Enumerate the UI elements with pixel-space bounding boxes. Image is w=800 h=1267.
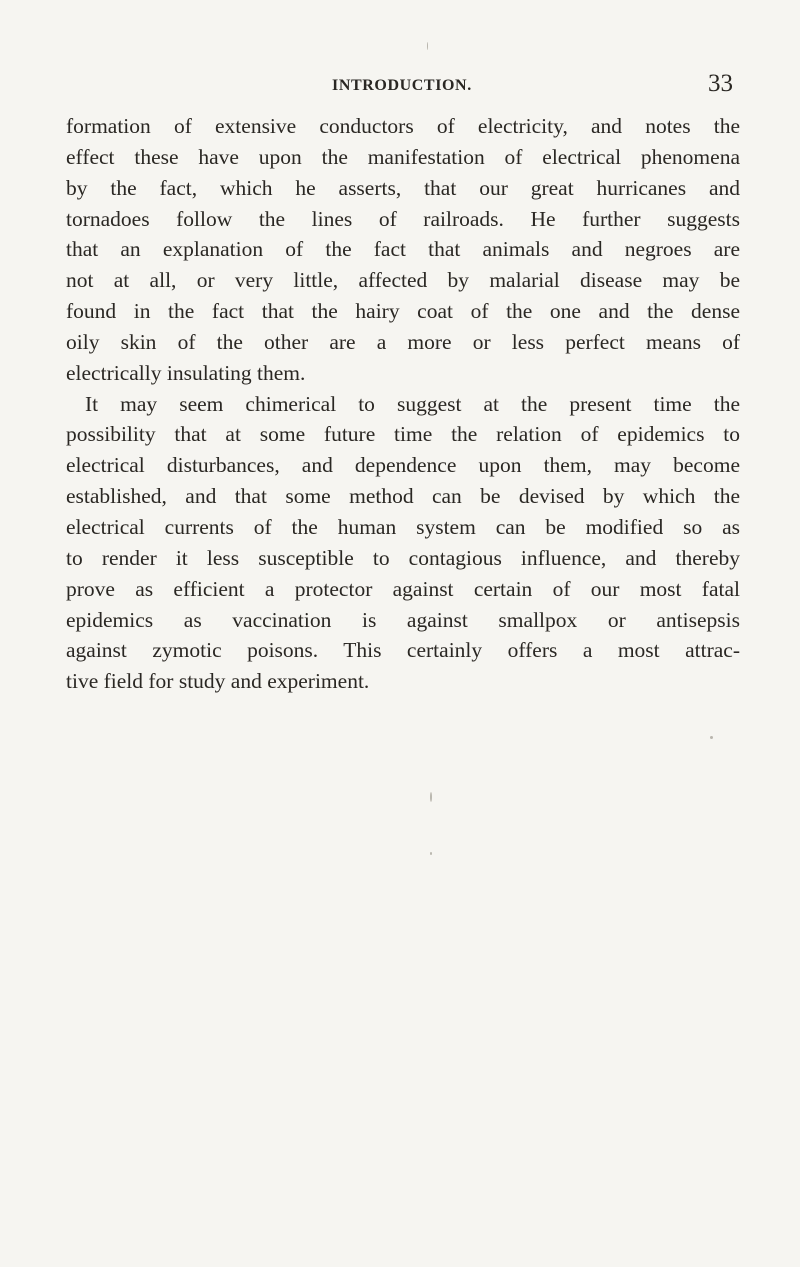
speck — [430, 852, 432, 855]
text-line: possibility that at some future time the relation of epidemics to — [66, 422, 740, 447]
speck — [427, 42, 428, 50]
text-line: tornadoes follow the lines of railroads. He further suggests — [66, 206, 740, 231]
text-line: established, and that some method can be devised by which the — [66, 484, 740, 509]
text-line: that an explanation of the fact that animals and negroes are — [66, 237, 740, 262]
page-number: 33 — [708, 70, 733, 97]
text-line: tive field for study and experiment. — [66, 669, 370, 694]
text-line: prove as efficient a protector against certain of our most fatal — [66, 576, 740, 601]
text-line: effect these have upon the manifestation of electrical phenomena — [66, 144, 740, 169]
body-text — [66, 111, 740, 697]
speck — [430, 792, 432, 802]
text-line: to render it less susceptible to contagious influence, and thereby — [66, 545, 740, 570]
speck — [710, 736, 713, 739]
section-title: INTRODUCTION. — [332, 77, 472, 94]
text-line: found in the fact that the hairy coat of the one and the dense — [66, 299, 740, 324]
text-line: electrical disturbances, and dependence upon them, may become — [66, 453, 740, 478]
paragraph-start-line: It may seem chimerical to suggest at the present time the — [85, 391, 740, 416]
text-line: not at all, or very little, affected by malarial disease may be — [66, 268, 740, 293]
running-head — [0, 68, 800, 98]
text-line: by the fact, which he asserts, that our great hurricanes and — [66, 175, 740, 200]
text-line: epidemics as vaccination is against smallpox or antisepsis — [66, 607, 740, 632]
text-line: oily skin of the other are a more or less perfect means of — [66, 329, 740, 354]
text-line: electrically insulating them. — [66, 360, 306, 385]
text-line: against zymotic poisons. This certainly offers a most attrac- — [66, 638, 740, 663]
text-line: electrical currents of the human system can be modified so as — [66, 514, 740, 539]
text-line: formation of extensive conductors of electricity, and notes the — [66, 114, 740, 138]
